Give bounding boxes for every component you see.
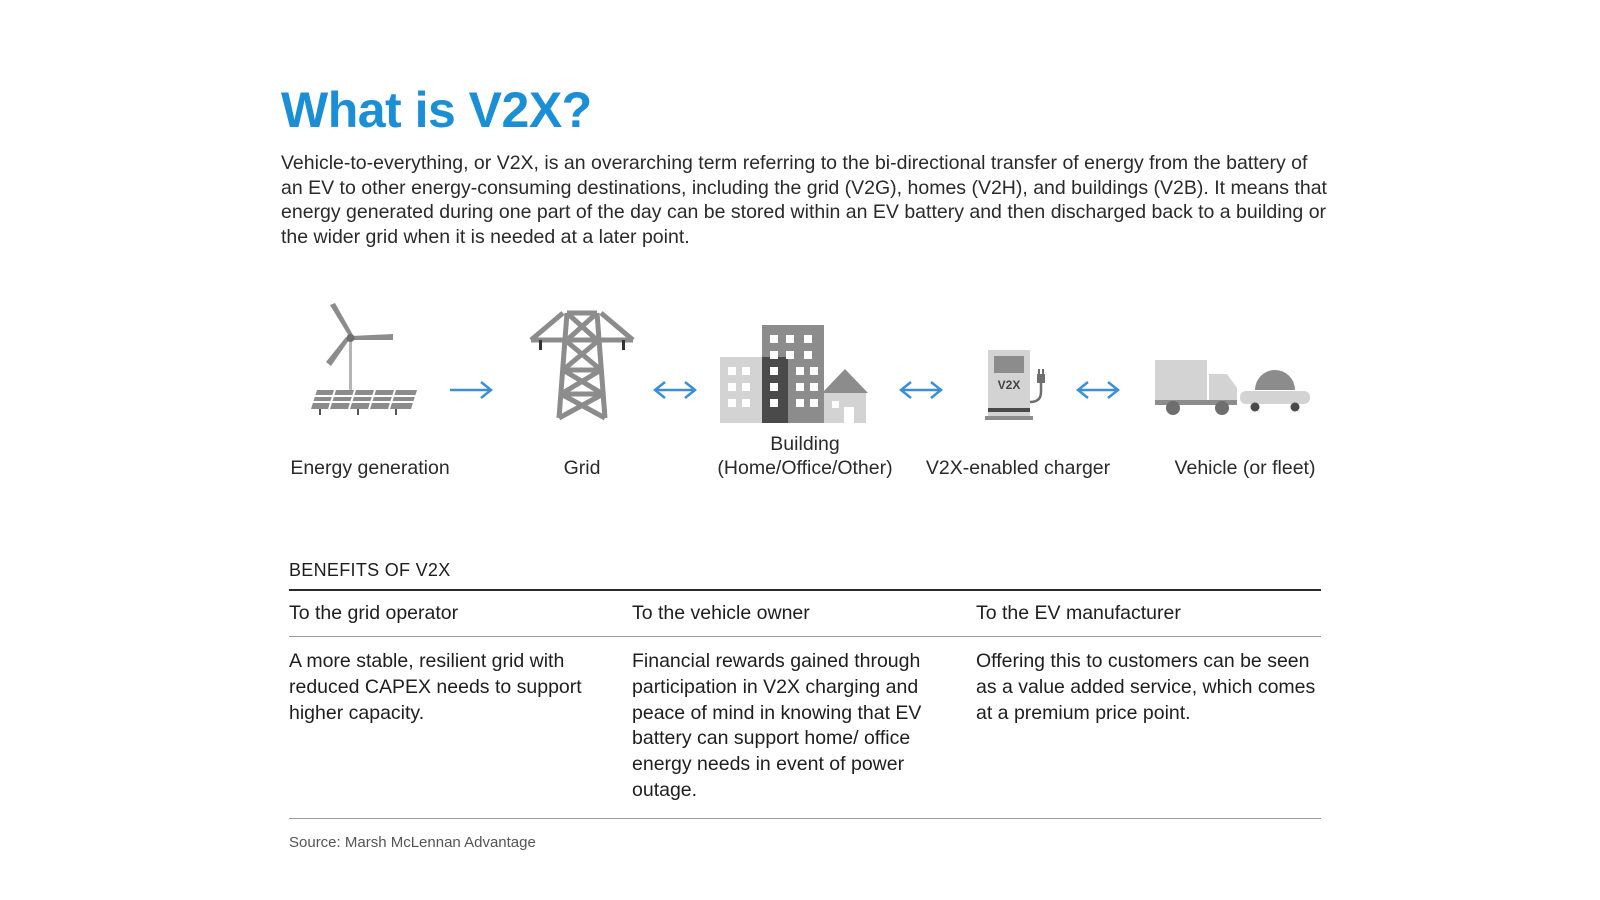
ev-charger-icon xyxy=(985,350,1055,425)
benefit-text-vehicle-owner: Financial rewards gained through participation in V2X charging and peace of mind in knowing that EV battery can support home/ office energy needs in event of power outage. xyxy=(632,650,922,801)
node-label-grid: Grid xyxy=(563,457,601,479)
power-pylon-icon xyxy=(527,310,637,422)
benefit-header-ev-manufacturer: To the EV manufacturer xyxy=(976,602,1181,624)
node-label-charger: V2X-enabled charger xyxy=(925,457,1111,479)
benefit-header-vehicle-owner: To the vehicle owner xyxy=(632,602,810,624)
source-note: Source: Marsh McLennan Advantage xyxy=(289,834,536,851)
two-way-arrow-icon xyxy=(652,380,698,400)
node-label-building: Building (Home/Office/Other) xyxy=(717,433,893,479)
two-way-arrow-icon xyxy=(898,380,944,400)
wind-turbine-solar-panel-icon xyxy=(305,300,425,420)
benefits-header-rule xyxy=(289,636,1321,637)
benefits-bottom-rule xyxy=(289,818,1321,819)
truck-and-car-icon xyxy=(1155,360,1315,425)
one-way-arrow-icon xyxy=(448,380,494,400)
benefit-text-ev-manufacturer: Offering this to customers can be seen as a value added service, which comes at a premium price point. xyxy=(976,650,1316,724)
buildings-icon xyxy=(720,325,875,425)
charger-badge: V2X xyxy=(997,378,1021,392)
benefits-heading: BENEFITS OF V2X xyxy=(289,560,451,580)
node-label-vehicle: Vehicle (or fleet) xyxy=(1174,457,1316,479)
two-way-arrow-icon xyxy=(1075,380,1121,400)
benefit-text-grid-operator: A more stable, resilient grid with reduced CAPEX needs to support higher capacity. xyxy=(289,650,582,724)
page-title: What is V2X? xyxy=(281,82,592,138)
benefits-top-rule xyxy=(289,589,1321,591)
v2x-flow-diagram xyxy=(0,300,1600,500)
intro-paragraph: Vehicle-to-everything, or V2X, is an overarching term referring to the bi-directional transfer of energy from the battery of an EV to other energy-consuming destinations, including the grid (V2G), homes (V2H), and buildings (V2B). It means that energy generated during one part of the day can be stored within an EV battery and then discharged back to a building or the wider grid when it is needed at a later point. xyxy=(281,152,1327,248)
benefit-header-grid-operator: To the grid operator xyxy=(289,602,459,624)
node-label-energy-generation: Energy generation xyxy=(290,457,450,479)
